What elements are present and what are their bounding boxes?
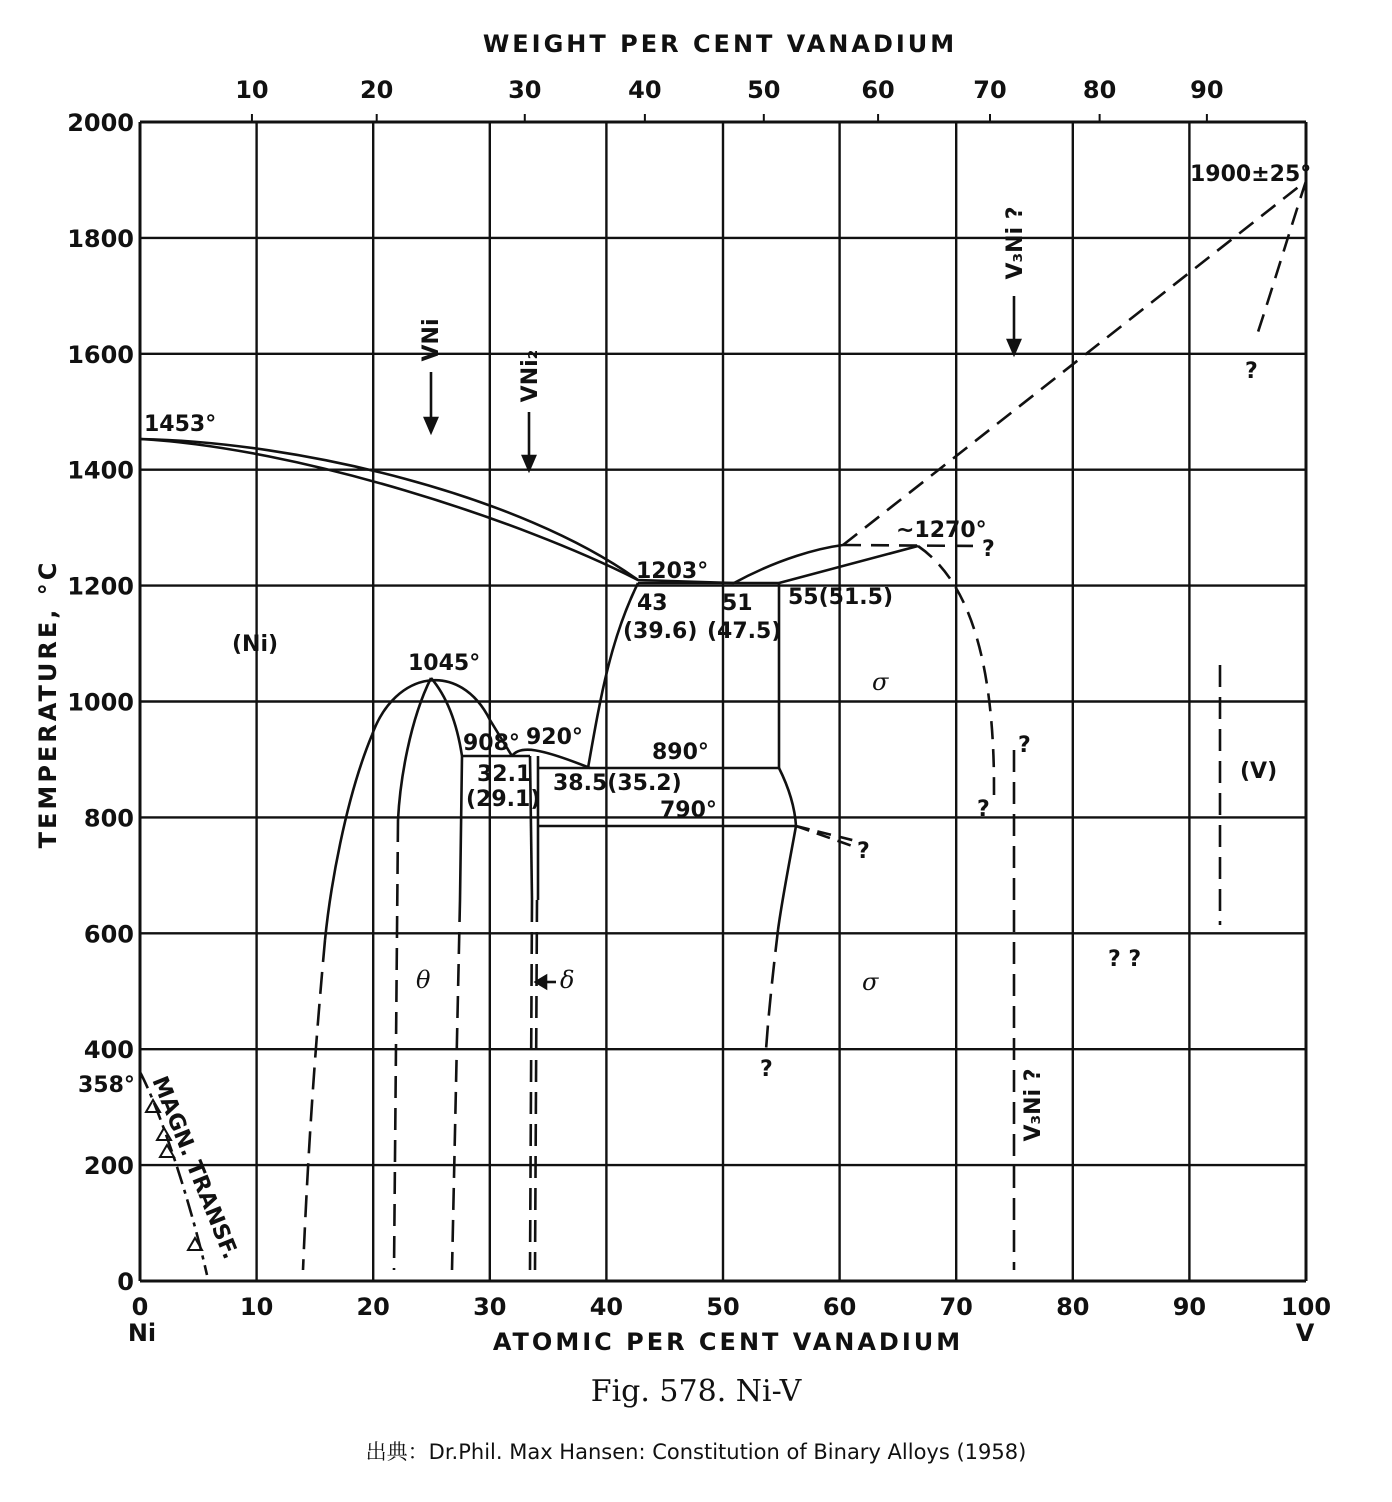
compound-v3ni-lower: V₃Ni ? [1021,1068,1046,1142]
vni2-right-dashed [535,900,537,1270]
label-790: 790° [660,798,717,823]
solidus-v-dashed [1258,181,1306,332]
top-tick-label: 90 [1190,76,1224,104]
x-tick-label: 0 [131,1293,149,1321]
x-tick-label: 40 [589,1293,624,1321]
theta-inner-right-dashed [452,900,460,1270]
sigma-left [588,583,638,768]
y-tick-label: 2000 [67,109,134,137]
top-tick-label: 40 [628,76,662,104]
question-marks: ? ? [1108,947,1142,972]
x-tick-label: 90 [1172,1293,1207,1321]
question-mark: ? [1245,359,1258,384]
y-tick-label: 200 [83,1152,134,1181]
label-1453: 1453° [144,412,217,437]
phase-sigma-lower: σ [862,968,879,996]
left-axis-title: TEMPERATURE, °C [34,559,62,849]
top-tick-label: 50 [747,76,781,104]
vni-arrow-head [425,418,437,432]
solidus-ni-side [140,439,638,580]
question-mark: ? [1018,733,1031,758]
sigma-top [779,546,918,583]
top-tick-label: 30 [508,76,542,104]
vni2-left-dashed [530,900,532,1270]
top-tick-label: 80 [1082,76,1117,104]
y-tick-label: 1000 [67,688,134,717]
x-tick-label: 30 [473,1293,507,1321]
figure-caption: Fig. 578. Ni-V [590,1374,802,1409]
compound-v3ni-upper: V₃Ni ? [1003,206,1028,280]
question-mark: ? [760,1057,773,1082]
x-tick-label: 100 [1280,1293,1332,1321]
top-tick-label: 20 [359,76,394,104]
label-1045: 1045° [408,651,481,676]
sigma-bottom [778,826,796,930]
question-mark: ? [857,839,870,864]
sigma-bottom-dashed [766,930,778,1050]
phase-ni: (Ni) [232,632,279,657]
top-tick-label: 10 [235,76,269,104]
top-tick-label: 60 [861,76,895,104]
x-tick-label: 20 [356,1293,390,1321]
y-tick-label: 400 [83,1036,134,1065]
liquidus-v-side-dashed [843,181,1306,545]
bottom-axis-title: ATOMIC PER CENT VANADIUM [492,1328,964,1356]
label-43: 43 [637,591,668,616]
v3ni-arrow-head [1008,340,1020,354]
label-39-6: (39.6) [623,619,698,644]
label-1203: 1203° [636,559,709,584]
label-47-5: (47.5) [707,619,782,644]
liquidus-v-side [734,545,843,583]
label-55: 55(51.5) [788,585,894,610]
x-tick-label: 10 [239,1293,274,1321]
theta-inner-left [398,678,431,820]
source-caption: 出典：Dr.Phil. Max Hansen: Constitution of Binary Alloys (1958) [365,1440,1027,1464]
theta-left-dashed [303,940,325,1270]
theta-inner-right [431,678,462,900]
label-1270: ~1270° [896,518,987,543]
y-tick-label: 1200 [67,572,134,601]
sigma-lower-dashed [796,826,860,847]
phase-delta: δ [560,966,575,994]
label-38-5: 38.5(35.2) [553,771,682,796]
vni2-arrow-head [523,456,535,470]
y-tick-label: 1600 [67,340,134,369]
y-tick-label: 800 [83,804,134,833]
label-29-1: (29.1) [466,787,541,812]
sigma-top-dashed [843,545,980,546]
right-element-label: V [1295,1319,1315,1347]
phase-v: (V) [1240,759,1278,784]
compound-vni: VNi [419,318,444,362]
label-32-1: 32.1 [477,762,532,787]
y-tick-label: 1800 [67,224,134,253]
theta-left [325,735,372,940]
top-axis-title: WEIGHT PER CENT VANADIUM [482,30,958,58]
x-tick-label: 70 [939,1293,973,1321]
x-tick-label: 50 [706,1293,740,1321]
x-tick-label: 80 [1056,1293,1090,1321]
label-908: 908° [463,731,520,756]
y-tick-label: 600 [83,920,134,949]
question-mark: ? [977,797,990,822]
y-tick-label: 1400 [67,456,134,485]
question-mark: ? [982,537,995,562]
phase-sigma-upper: σ [872,668,889,696]
top-tick-label: 70 [973,76,1007,104]
x-tick-label: 60 [822,1293,857,1321]
theta-inner-left-dashed [394,820,398,1270]
phase-theta: θ [416,966,431,994]
label-890: 890° [652,740,709,765]
compound-vni2: VNi₂ [518,349,543,403]
grid [140,114,1306,1281]
y-tick-label: 0 [117,1268,134,1296]
label-920: 920° [526,725,583,750]
magnetic-transformation-label: MAGN. TRANSF. [146,1072,243,1263]
label-1900: 1900±25° [1190,162,1312,187]
label-51: 51 [722,591,753,616]
left-element-label: Ni [127,1319,157,1347]
label-358: 358° [78,1073,135,1098]
